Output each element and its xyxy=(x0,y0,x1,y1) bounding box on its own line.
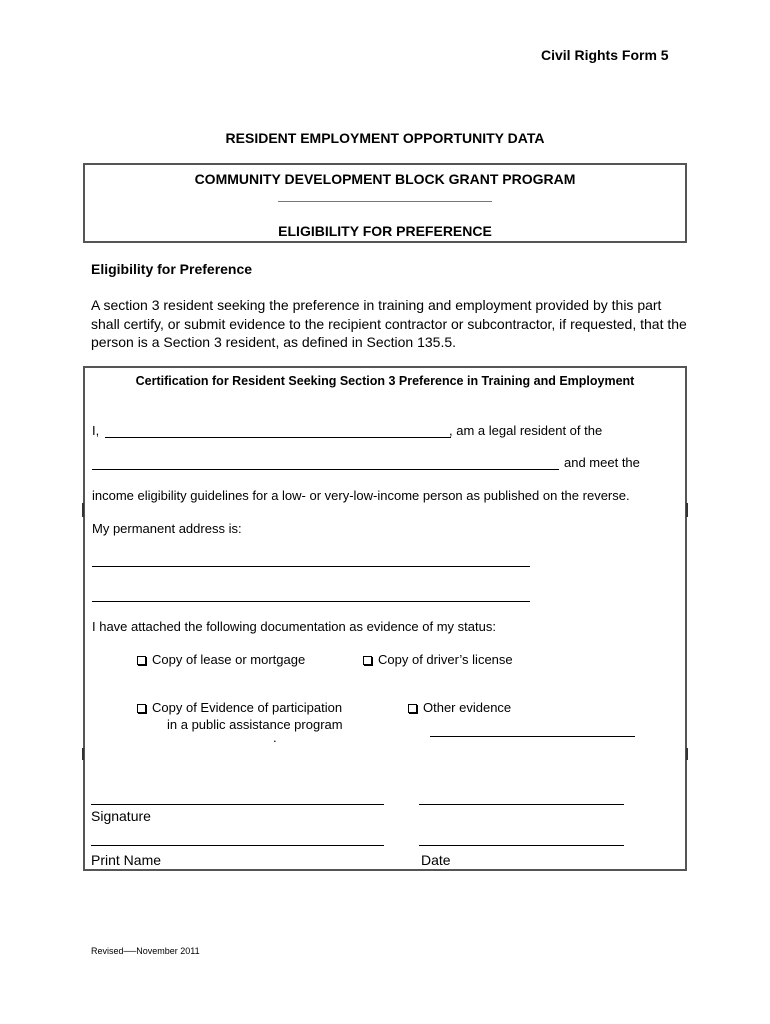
program-subtitle: ELIGIBILITY FOR PREFERENCE xyxy=(278,223,492,239)
program-header-box xyxy=(83,163,687,243)
revision-footer: Revised──November 2011 xyxy=(91,946,200,956)
meet-the-text: and meet the xyxy=(564,455,640,470)
signature-label: Signature xyxy=(91,808,151,824)
eligibility-paragraph: A section 3 resident seeking the preference in training and employment provided by this part shall certify, or submit evidence to the recipient contractor or subcontractor, if requested, that the person is a Section 3 resident, as defined in Section 135.5. xyxy=(91,297,687,350)
signature-date-field[interactable] xyxy=(419,804,624,805)
page-title: RESIDENT EMPLOYMENT OPPORTUNITY DATA xyxy=(225,130,545,146)
date-field[interactable] xyxy=(419,845,624,846)
print-name-field[interactable] xyxy=(91,845,384,846)
date-label: Date xyxy=(421,852,451,868)
public-assistance-label-1: Copy of Evidence of participation xyxy=(152,700,343,715)
address-label: My permanent address is: xyxy=(92,521,242,536)
lease-mortgage-label: Copy of lease or mortgage xyxy=(152,652,306,667)
right-border-mark xyxy=(686,748,688,760)
resident-name-field[interactable] xyxy=(105,437,451,438)
print-name-label: Print Name xyxy=(91,852,162,868)
i-prefix: I, xyxy=(92,423,100,438)
section-heading: Eligibility for Preference xyxy=(91,261,253,277)
other-evidence-checkbox[interactable] xyxy=(408,704,417,713)
left-border-mark xyxy=(82,503,84,517)
drivers-license-checkbox[interactable] xyxy=(363,656,372,665)
certification-box xyxy=(83,366,687,871)
header-divider xyxy=(278,201,492,202)
other-evidence-label: Other evidence xyxy=(423,700,512,715)
documentation-label: I have attached the following documentation as evidence of my status: xyxy=(92,619,496,634)
address-line-2-field[interactable] xyxy=(92,601,530,602)
public-assistance-label-2: in a public assistance program xyxy=(167,717,343,732)
income-guidelines-text: income eligibility guidelines for a low- or very-low-income person as published on the reverse. xyxy=(92,488,630,503)
signature-field[interactable] xyxy=(91,804,384,805)
public-assistance-checkbox[interactable] xyxy=(137,704,146,713)
left-border-mark xyxy=(82,748,84,760)
right-border-mark xyxy=(686,503,688,517)
public-assistance-period: . xyxy=(273,730,277,745)
lease-mortgage-checkbox[interactable] xyxy=(137,656,146,665)
address-line-1-field[interactable] xyxy=(92,566,530,567)
residence-area-field[interactable] xyxy=(92,469,559,470)
form-number-label: Civil Rights Form 5 xyxy=(541,47,669,63)
certification-title: Certification for Resident Seeking Section 3 Preference in Training and Employment xyxy=(135,374,635,388)
legal-resident-text: , am a legal resident of the xyxy=(449,423,603,438)
program-title: COMMUNITY DEVELOPMENT BLOCK GRANT PROGRAM xyxy=(194,171,576,187)
drivers-license-label: Copy of driver’s license xyxy=(378,652,513,667)
other-evidence-field[interactable] xyxy=(430,736,635,737)
